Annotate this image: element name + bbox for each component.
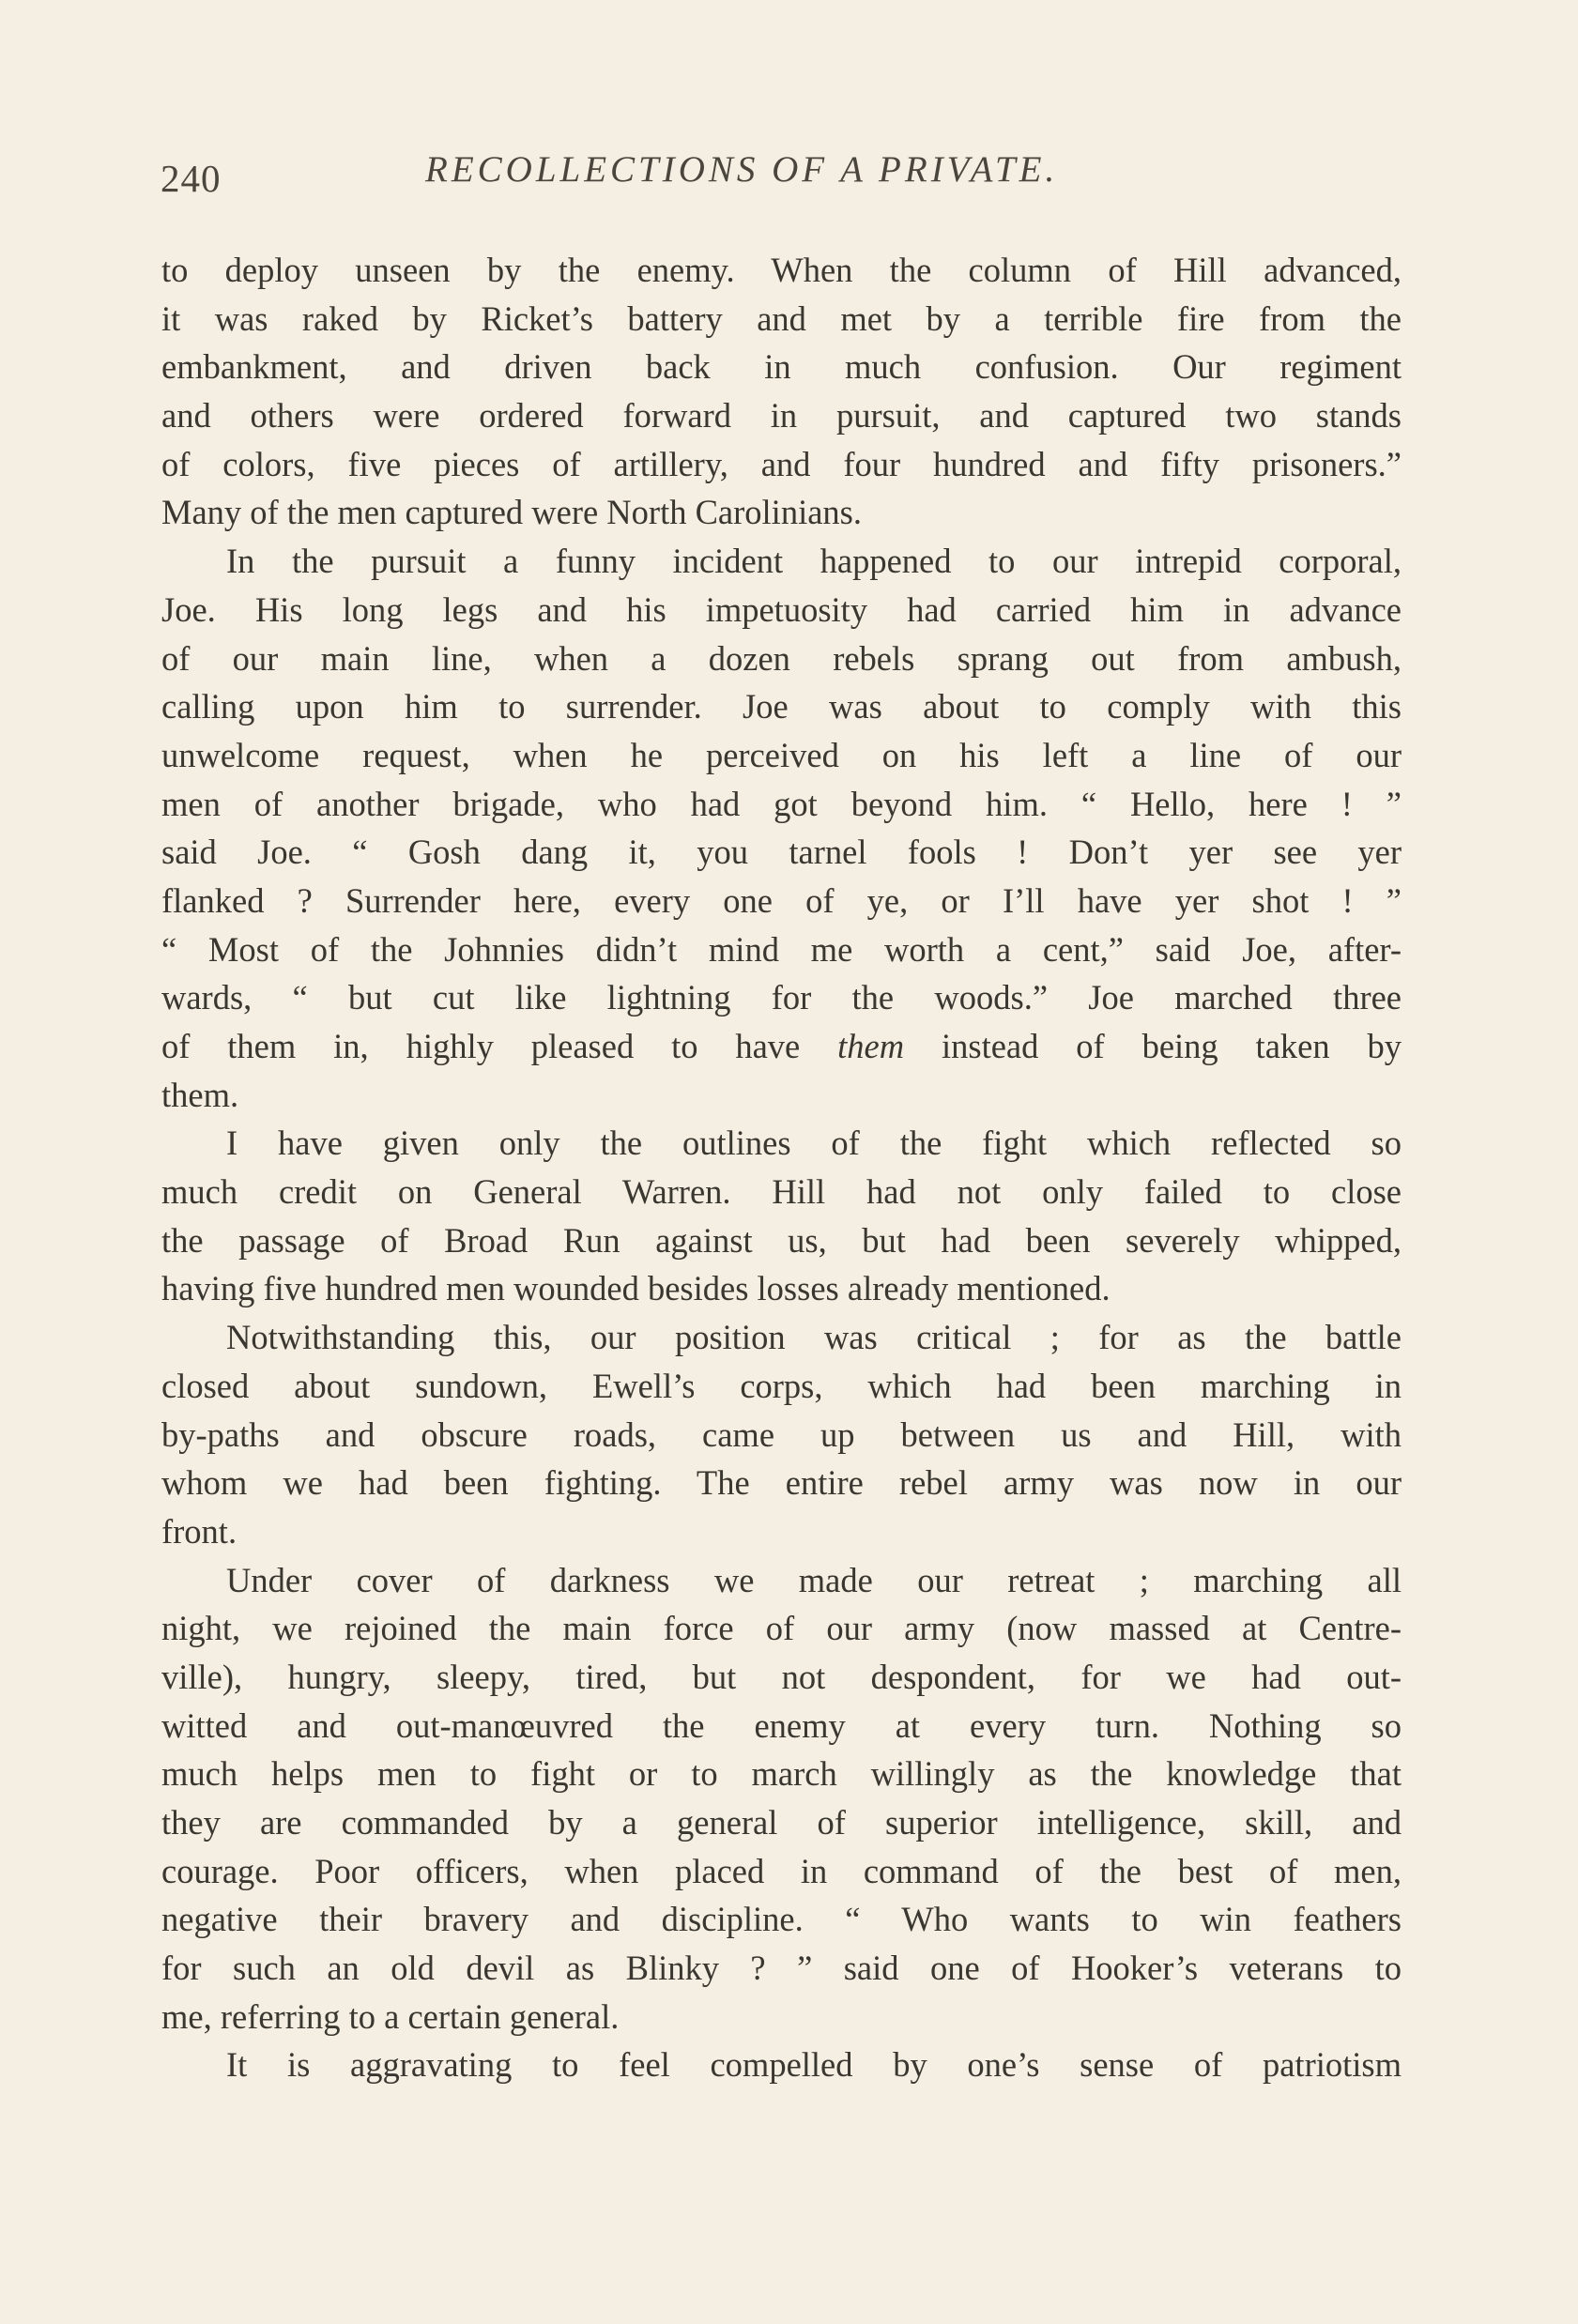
text-line: flanked ? Surrender here, every one of ye, or I’ll have yer shot ! ” — [161, 880, 1402, 920]
text-line: much helps men to fight or to march willingly as the knowledge that — [161, 1754, 1402, 1794]
text-line: Many of the men captured were North Carolinians. — [161, 493, 862, 532]
text-line: night, we rejoined the main force of our army (now massed at Centre- — [161, 1609, 1402, 1648]
text-line: said Joe. “ Gosh dang it, you tarnel fools ! Don’t yer see yer — [161, 833, 1402, 872]
text-line: In the pursuit a funny incident happened to our intrepid corporal, — [226, 542, 1402, 581]
page-number: 240 — [161, 157, 222, 200]
text-line: it was raked by Ricket’s battery and met by a terrible fire from the — [161, 298, 1402, 338]
text-line: men of another brigade, who had got beyond him. “ Hello, here ! ” — [161, 784, 1402, 823]
text-line: me, referring to a certain general. — [161, 1996, 620, 2036]
text-line: and others were ordered forward in pursuit, and captured two stands — [161, 396, 1402, 436]
page-header — [161, 148, 1400, 205]
text-line: having five hundred men wounded besides losses already mentioned. — [161, 1269, 1111, 1308]
text-line — [161, 1022, 1402, 1071]
running-title: RECOLLECTIONS OF A PRIVATE. — [425, 149, 1059, 190]
text-line: front. — [161, 1511, 237, 1551]
text-line: the passage of Broad Run against us, but had been severely whipped, — [161, 1220, 1402, 1260]
body-text — [161, 246, 1402, 2089]
text-line: of colors, five pieces of artillery, and four hundred and fifty prisoners.” — [161, 444, 1402, 483]
text-line: of our main line, when a dozen rebels sprang out from ambush, — [161, 638, 1402, 678]
text-line: embankment, and driven back in much confusion. Our regiment — [161, 347, 1402, 387]
text-line: calling upon him to surrender. Joe was about to comply with this — [161, 687, 1402, 726]
text-line: closed about sundown, Ewell’s corps, which had been marching in — [161, 1366, 1402, 1405]
text-line: them. — [161, 1075, 239, 1114]
text-line: negative their bravery and discipline. “ Who wants to win feathers — [161, 1900, 1402, 1939]
text-line: whom we had been fighting. The entire rebel army was now in our — [161, 1463, 1402, 1503]
text-line: by-paths and obscure roads, came up between us and Hill, with — [161, 1414, 1402, 1454]
text-line: Notwithstanding this, our position was critical ; for as the battle — [226, 1318, 1402, 1357]
text-line: for such an old devil as Blinky ? ” said one of Hooker’s veterans to — [161, 1949, 1402, 1988]
text-line: they are commanded by a general of superior intelligence, skill, and — [161, 1803, 1402, 1842]
text-line: “ Most of the Johnnies didn’t mind me worth a cent,” said Joe, after- — [161, 929, 1402, 969]
text-segment: instead of being taken by — [904, 1027, 1402, 1065]
text-line: wards, “ but cut like lightning for the woods.” Joe marched three — [161, 978, 1402, 1017]
italic-word: them — [837, 1027, 905, 1065]
text-line: I have given only the outlines of the fight which reflected so — [226, 1124, 1402, 1163]
text-line: Joe. His long legs and his impetuosity had carried him in advance — [161, 589, 1402, 629]
text-segment: of them in, highly pleased to have — [161, 1027, 838, 1065]
text-line: ville), hungry, sleepy, tired, but not despondent, for we had out- — [161, 1657, 1402, 1696]
text-line: to deploy unseen by the enemy. When the column of Hill advanced, — [161, 251, 1402, 289]
text-line: courage. Poor officers, when placed in command of the best of men, — [161, 1851, 1402, 1890]
text-line: It is aggravating to feel compelled by one’s sense of patriotism — [226, 2045, 1402, 2085]
text-line: much credit on General Warren. Hill had not only failed to close — [161, 1172, 1402, 1212]
text-line: Under cover of darkness we made our retreat ; marching all — [226, 1560, 1402, 1599]
text-line: unwelcome request, when he perceived on his left a line of our — [161, 735, 1402, 774]
text-line: witted and out-manœuvred the enemy at every turn. Nothing so — [161, 1705, 1402, 1745]
